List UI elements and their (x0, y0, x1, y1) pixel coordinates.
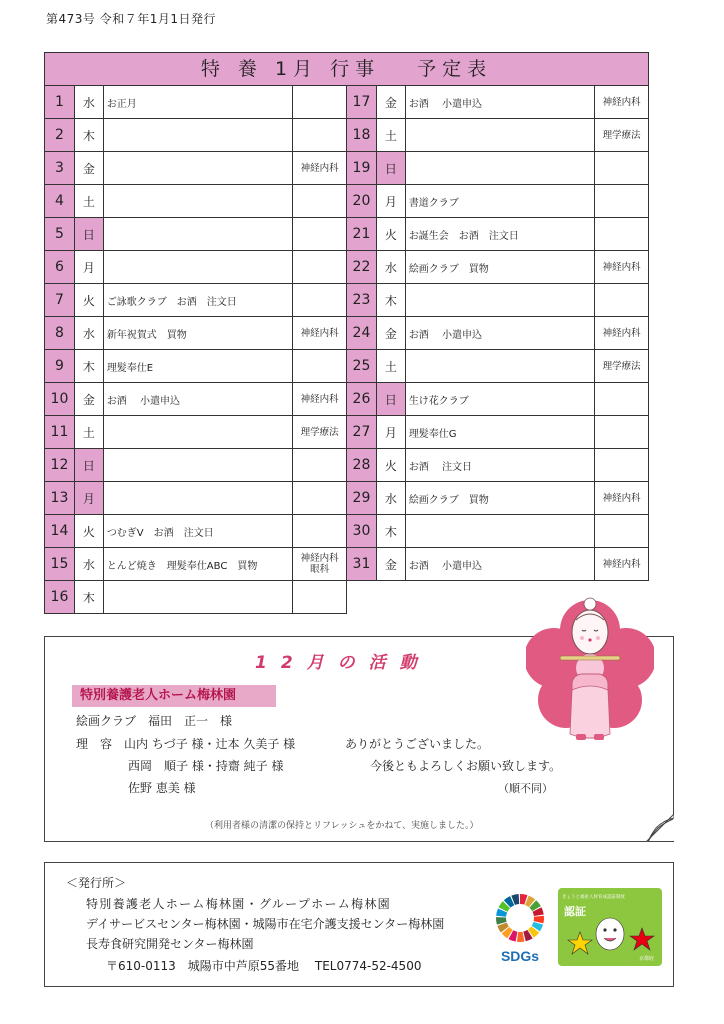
day-cell: 5 (45, 218, 75, 251)
publisher-heading: ＜発行所＞ (66, 876, 127, 890)
event-cell: お正月 (104, 86, 293, 119)
schedule-row (44, 284, 347, 317)
day-cell: 22 (347, 251, 377, 284)
schedule-row (346, 119, 649, 152)
schedule-column-right (346, 86, 649, 581)
day-cell: 2 (45, 119, 75, 152)
weekday-cell: 水 (75, 317, 104, 350)
day-cell: 31 (347, 548, 377, 581)
schedule-row (44, 86, 347, 119)
schedule-row (346, 317, 649, 350)
event-cell: 新年祝賀式 買物 (104, 317, 293, 350)
medical-cell: 神経内科 (595, 548, 649, 581)
day-cell: 6 (45, 251, 75, 284)
schedule-row (44, 548, 347, 581)
weekday-cell: 土 (75, 185, 104, 218)
day-cell: 27 (347, 416, 377, 449)
medical-cell: 神経内科 (293, 317, 347, 350)
event-cell: お酒 小遣申込 (104, 383, 293, 416)
day-cell: 30 (347, 515, 377, 548)
schedule-row (346, 383, 649, 416)
day-cell: 1 (45, 86, 75, 119)
thanks-text: 今後ともよろしくお願い致します。 (370, 759, 562, 773)
order-note: （順不同） (498, 782, 553, 795)
weekday-cell: 木 (75, 119, 104, 152)
event-cell: お誕生会 お酒 注文日 (406, 218, 595, 251)
event-cell: お酒 小遣申込 (406, 86, 595, 119)
day-cell: 4 (45, 185, 75, 218)
doll-illustration-icon (526, 586, 654, 746)
schedule-row (44, 350, 347, 383)
issue-number: 第473号 令和７年1月1日発行 (46, 12, 216, 26)
page-curl-icon (646, 814, 674, 842)
sdgs-logo-icon (490, 888, 550, 968)
schedule-row (44, 416, 347, 449)
schedule-row (44, 449, 347, 482)
event-cell (406, 350, 595, 383)
schedule-row (346, 416, 649, 449)
event-cell (406, 515, 595, 548)
schedule-row (346, 218, 649, 251)
event-cell (104, 449, 293, 482)
schedule-row (346, 152, 649, 185)
medical-cell (595, 416, 649, 449)
schedule-row (346, 515, 649, 548)
day-cell: 26 (347, 383, 377, 416)
day-cell: 19 (347, 152, 377, 185)
event-cell (104, 185, 293, 218)
day-cell: 7 (45, 284, 75, 317)
event-cell: 絵画クラブ 買物 (406, 251, 595, 284)
day-cell: 15 (45, 548, 75, 581)
day-cell: 28 (347, 449, 377, 482)
weekday-cell: 木 (75, 350, 104, 383)
medical-cell (293, 350, 347, 383)
schedule-row (44, 482, 347, 515)
weekday-cell: 月 (377, 185, 406, 218)
weekday-cell: 日 (377, 152, 406, 185)
schedule-row (44, 383, 347, 416)
weekday-cell: 月 (75, 482, 104, 515)
publisher-line: デイサービスセンター梅林園・城陽市在宅介護支援センター梅林園 (86, 917, 445, 931)
day-cell: 11 (45, 416, 75, 449)
day-cell: 16 (45, 581, 75, 614)
day-cell: 17 (347, 86, 377, 119)
schedule-row (44, 218, 347, 251)
event-cell: 書道クラブ (406, 185, 595, 218)
event-cell: お酒 注文日 (406, 449, 595, 482)
event-cell (104, 119, 293, 152)
schedule-row (44, 581, 347, 614)
medical-cell: 神経内科 (293, 152, 347, 185)
weekday-cell: 水 (377, 251, 406, 284)
weekday-cell: 日 (75, 218, 104, 251)
event-cell: 理髪奉仕E (104, 350, 293, 383)
cert-label: 認証 (564, 905, 586, 918)
sdgs-wheel-segment (534, 916, 544, 923)
medical-cell (595, 152, 649, 185)
schedule-row (346, 482, 649, 515)
medical-cell (595, 218, 649, 251)
medical-cell: 神経内科 眼科 (293, 548, 347, 581)
medical-cell (293, 515, 347, 548)
cert-city: 京都府 (638, 956, 654, 962)
schedule-row (346, 284, 649, 317)
event-cell: お酒 小遣申込 (406, 317, 595, 350)
event-cell: つむぎV お酒 注文日 (104, 515, 293, 548)
weekday-cell: 金 (377, 548, 406, 581)
weekday-cell: 水 (75, 548, 104, 581)
medical-cell (293, 218, 347, 251)
event-cell (104, 218, 293, 251)
activity-line: 佐野 恵美 様 (128, 781, 196, 795)
sdgs-wheel-segment (517, 932, 525, 942)
weekday-cell: 土 (377, 119, 406, 152)
medical-cell: 神経内科 (595, 482, 649, 515)
certification-badge (558, 888, 662, 966)
event-cell: ご詠歌クラブ お酒 注文日 (104, 284, 293, 317)
activities-footnote: （利用者様の清潔の保持とリフレッシュをかねて、実施しました。） (205, 821, 479, 831)
medical-cell: 神経内科 (595, 86, 649, 119)
medical-cell: 神経内科 (595, 251, 649, 284)
schedule-row (346, 350, 649, 383)
event-cell (104, 251, 293, 284)
thanks-text: ありがとうございました。 (345, 737, 490, 751)
activity-line: 絵画クラブ 福田 正一 様 (76, 714, 233, 728)
publisher-address: 〒610-0113 城陽市中芦原55番地 TEL0774-52-4500 (106, 959, 422, 973)
schedule-row (346, 86, 649, 119)
event-cell (406, 119, 595, 152)
day-cell: 29 (347, 482, 377, 515)
day-cell: 10 (45, 383, 75, 416)
medical-cell: 神経内科 (293, 383, 347, 416)
weekday-cell: 水 (377, 482, 406, 515)
event-cell: とんど焼き 理髪奉仕ABC 買物 (104, 548, 293, 581)
schedule-row (346, 185, 649, 218)
event-cell: 理髪奉仕G (406, 416, 595, 449)
medical-cell (595, 185, 649, 218)
schedule-row (346, 449, 649, 482)
event-cell (406, 284, 595, 317)
day-cell: 8 (45, 317, 75, 350)
publisher-line: 特別養護老人ホーム梅林園・グループホーム梅林園 (86, 897, 391, 911)
schedule-row (44, 185, 347, 218)
weekday-cell: 木 (377, 515, 406, 548)
day-cell: 23 (347, 284, 377, 317)
medical-cell (293, 482, 347, 515)
cert-program-name: きょうと福祉人材育成認証制度 (562, 895, 625, 900)
event-cell (104, 482, 293, 515)
schedule-table (44, 52, 649, 616)
weekday-cell: 土 (75, 416, 104, 449)
weekday-cell: 水 (75, 86, 104, 119)
facility-label: 特別養護老人ホーム梅林園 (72, 685, 276, 707)
medical-cell (595, 449, 649, 482)
event-cell (104, 581, 293, 614)
medical-cell (293, 119, 347, 152)
weekday-cell: 木 (377, 284, 406, 317)
weekday-cell: 金 (377, 317, 406, 350)
event-cell (104, 152, 293, 185)
schedule-row (44, 515, 347, 548)
medical-cell: 理学療法 (595, 119, 649, 152)
schedule-row (44, 152, 347, 185)
weekday-cell: 火 (75, 284, 104, 317)
medical-cell (595, 383, 649, 416)
medical-cell (595, 284, 649, 317)
weekday-cell: 月 (377, 416, 406, 449)
schedule-row (44, 251, 347, 284)
weekday-cell: 金 (377, 86, 406, 119)
event-cell: 絵画クラブ 買物 (406, 482, 595, 515)
day-cell: 24 (347, 317, 377, 350)
medical-cell (595, 515, 649, 548)
weekday-cell: 木 (75, 581, 104, 614)
weekday-cell: 火 (377, 449, 406, 482)
weekday-cell: 金 (75, 152, 104, 185)
schedule-row (44, 119, 347, 152)
schedule-row (44, 317, 347, 350)
publisher-line: 長寿食研究開発センター梅林園 (86, 937, 254, 951)
weekday-cell: 火 (75, 515, 104, 548)
day-cell: 25 (347, 350, 377, 383)
activity-line: 理 容 山内 ちづ子 様・辻本 久美子 様 (76, 737, 296, 751)
day-cell: 3 (45, 152, 75, 185)
medical-cell (293, 86, 347, 119)
sdgs-label: SDGs (500, 948, 540, 964)
medical-cell (293, 284, 347, 317)
weekday-cell: 火 (377, 218, 406, 251)
day-cell: 12 (45, 449, 75, 482)
activity-line: 西岡 順子 様・持齋 純子 様 (128, 759, 284, 773)
weekday-cell: 月 (75, 251, 104, 284)
event-cell: お酒 小遣申込 (406, 548, 595, 581)
event-cell: 生け花クラブ (406, 383, 595, 416)
weekday-cell: 日 (75, 449, 104, 482)
event-cell (104, 416, 293, 449)
day-cell: 21 (347, 218, 377, 251)
medical-cell: 理学療法 (293, 416, 347, 449)
medical-cell (293, 581, 347, 614)
weekday-cell: 土 (377, 350, 406, 383)
day-cell: 9 (45, 350, 75, 383)
day-cell: 20 (347, 185, 377, 218)
day-cell: 14 (45, 515, 75, 548)
medical-cell (293, 185, 347, 218)
medical-cell: 理学療法 (595, 350, 649, 383)
schedule-title: 特 養 1月 行事 予定表 (44, 52, 649, 86)
schedule-column-left (44, 86, 347, 614)
activities-title: 12月の活動 (255, 653, 431, 673)
day-cell: 18 (347, 119, 377, 152)
schedule-row (346, 548, 649, 581)
weekday-cell: 金 (75, 383, 104, 416)
medical-cell (293, 251, 347, 284)
medical-cell: 神経内科 (595, 317, 649, 350)
day-cell: 13 (45, 482, 75, 515)
weekday-cell: 日 (377, 383, 406, 416)
schedule-row (346, 251, 649, 284)
medical-cell (293, 449, 347, 482)
event-cell (406, 152, 595, 185)
